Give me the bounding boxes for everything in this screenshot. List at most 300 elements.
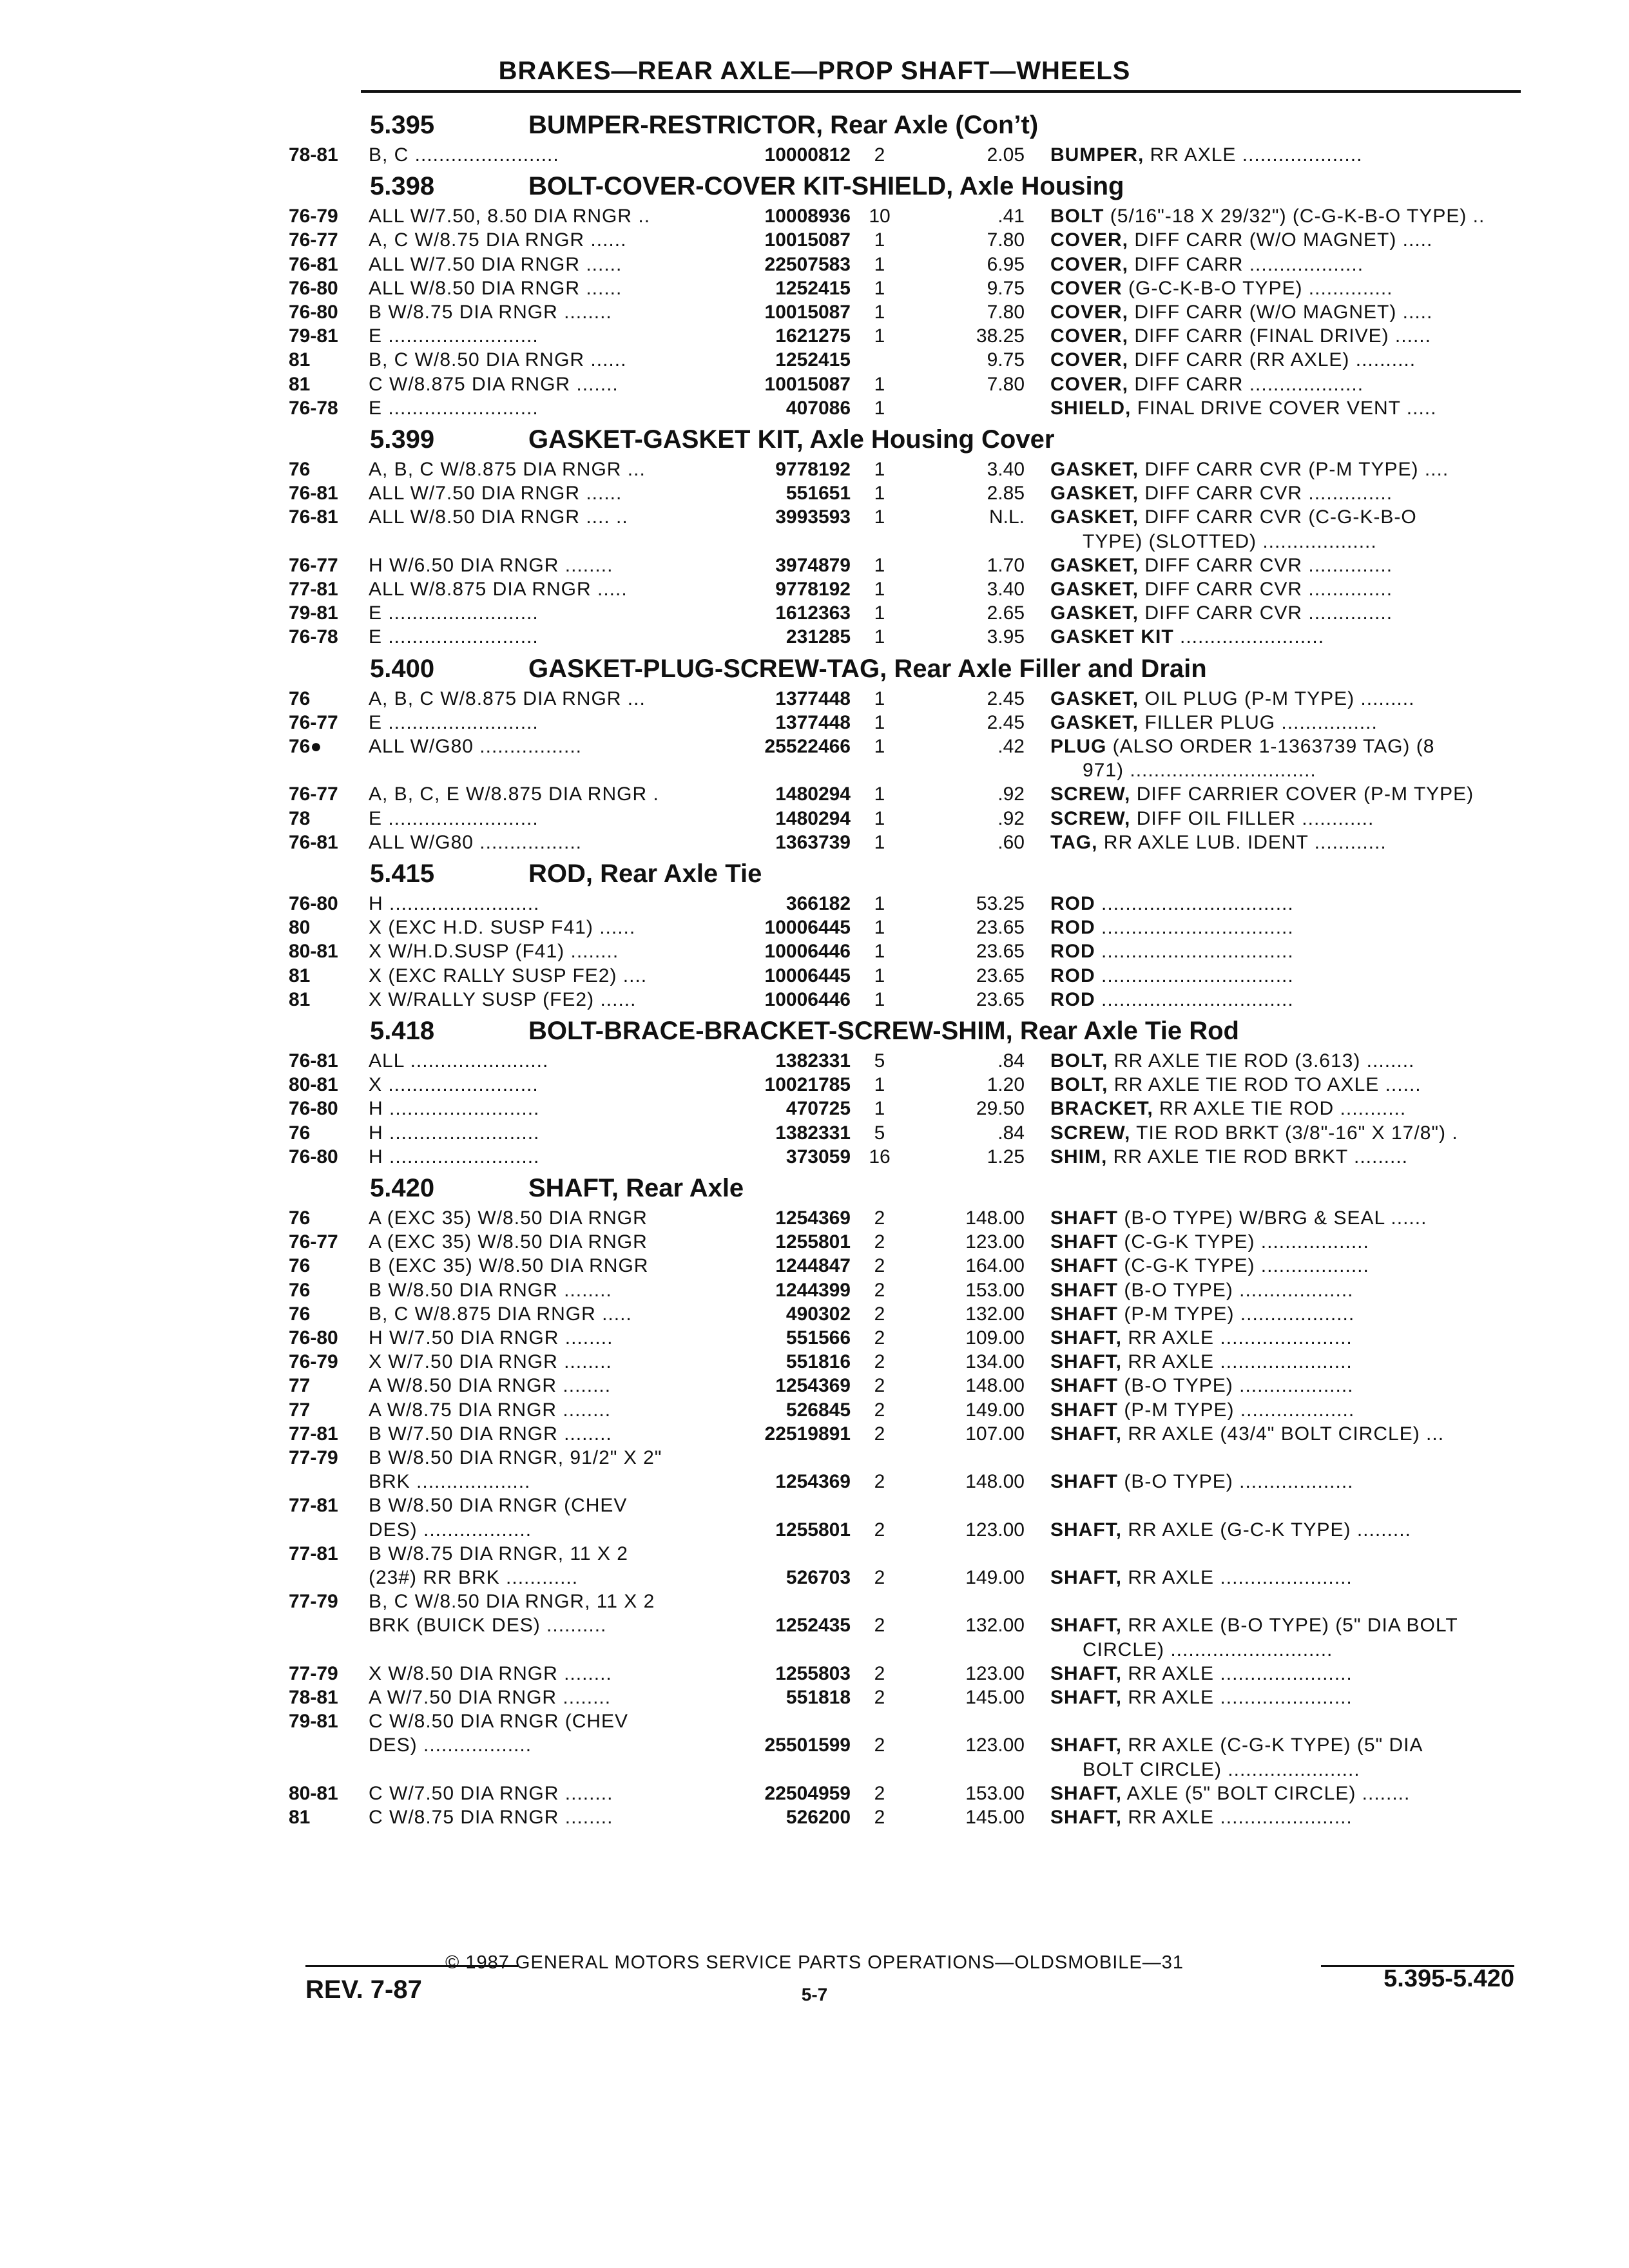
section-title: ROD, Rear Axle Tie [528,860,762,888]
part-description [1050,626,1514,648]
price: 107.00 [965,1423,1025,1445]
part-detail: ................................ [1095,893,1294,914]
application: B W/8.75 DIA RNGR, 11 X 2 [369,1542,628,1564]
model-years: 76-81 [289,1050,338,1072]
part-detail: RR AXLE .................... [1144,144,1363,166]
application: A W/8.75 DIA RNGR ........ [369,1399,612,1421]
part-name: COVER, [1050,373,1129,395]
price: 9.75 [987,277,1025,299]
part-name: GASKET, [1050,579,1139,600]
price: 148.00 [965,1375,1025,1397]
part-number: 1244847 [775,1255,851,1277]
model-years: 76-79 [289,1351,338,1373]
part-name: GASKET, [1050,687,1139,709]
part-number: 1252435 [775,1615,851,1637]
application: B (EXC 35) W/8.50 DIA RNGR [369,1255,649,1277]
model-years: 80-81 [289,1074,338,1096]
part-number: 1254369 [775,1207,851,1229]
part-name: SHIM, [1050,1146,1108,1168]
part-description [1050,1280,1514,1302]
model-years: 76 [289,687,311,709]
continuation-text: TYPE) (SLOTTED) ................... [1083,530,1377,552]
quantity: 2 [874,1567,885,1588]
part-name: GASKET, [1050,602,1139,624]
application: ALL W/8.50 DIA RNGR .... .. [369,506,628,528]
continuation-text: 971) ............................... [1083,760,1316,782]
part-detail: (B-O TYPE) ................... [1118,1375,1354,1397]
price: 109.00 [965,1327,1025,1349]
part-name: SCREW, [1050,783,1131,805]
part-name: ROD [1050,893,1095,914]
price: 9.75 [987,349,1025,371]
model-years: 76-77 [289,783,338,805]
part-detail: DIFF OIL FILLER ............ [1130,807,1374,829]
section-number: 5.399 [370,425,435,454]
price: 123.00 [965,1735,1025,1756]
part-description [1050,1807,1514,1829]
part-name: GASKET, [1050,459,1139,480]
part-number: 526845 [786,1399,851,1421]
part-name: PLUG [1050,736,1107,757]
part-name: COVER, [1050,253,1129,275]
price: 23.65 [976,917,1025,939]
part-number: 1252415 [775,349,851,371]
part-detail: DIFF CARR (W/O MAGNET) ..... [1128,302,1433,323]
model-years: 79-81 [289,325,338,347]
quantity: 2 [874,1687,885,1708]
price: 134.00 [965,1351,1025,1373]
part-name: SHAFT, [1050,1519,1122,1541]
model-years: 79-81 [289,1711,338,1733]
price: 3.40 [987,459,1025,480]
quantity: 1 [874,736,885,757]
application: BRK ................... [369,1471,531,1493]
section-number: 5.398 [370,172,435,201]
part-number: 1382331 [775,1050,851,1072]
part-name: ROD [1050,917,1095,939]
price: .84 [998,1122,1025,1144]
part-number: 526703 [786,1567,851,1588]
revision-label: REV. 7-87 [305,1975,422,2004]
part-name: SHAFT [1050,1375,1118,1397]
part-number: 10021785 [764,1074,851,1096]
application: DES) .................. [369,1735,532,1756]
part-name: SHAFT, [1050,1567,1122,1588]
part-number: 470725 [786,1098,851,1120]
part-description [1050,808,1514,830]
part-number: 22519891 [764,1423,851,1445]
part-detail: DIFF CARR (RR AXLE) .......... [1128,349,1416,371]
model-years: 80-81 [289,1782,338,1804]
price: 149.00 [965,1567,1025,1588]
continuation-text: BOLT CIRCLE) ...................... [1083,1758,1360,1780]
price: 23.65 [976,941,1025,963]
price: 7.80 [987,302,1025,323]
part-detail: DIFF CARR CVR .............. [1139,579,1393,600]
part-name: GASKET, [1050,506,1139,528]
page-title: BRAKES—REAR AXLE—PROP SHAFT—WHEELS [498,57,1131,85]
part-name: GASKET, [1050,711,1139,733]
model-years: 76 [289,459,311,480]
part-detail: DIFF CARR CVR .............. [1139,602,1393,624]
price: 38.25 [976,325,1025,347]
part-number: 25522466 [764,736,851,757]
part-description [1050,941,1514,963]
price: 145.00 [965,1687,1025,1708]
quantity: 1 [874,711,885,733]
model-years: 78-81 [289,1687,338,1708]
quantity: 5 [874,1122,885,1144]
model-years: 76-80 [289,1146,338,1168]
application: X ......................... [369,1074,539,1096]
part-name: SHAFT [1050,1303,1118,1325]
part-number: 9778192 [775,579,851,600]
quantity: 2 [874,1782,885,1804]
application: E ......................... [369,325,539,347]
price: 132.00 [965,1303,1025,1325]
section-number: 5.400 [370,654,435,683]
part-number: 10000812 [764,144,851,166]
part-description [1050,1231,1514,1253]
application: (23#) RR BRK ............ [369,1567,579,1588]
model-years: 81 [289,988,311,1010]
part-description [1050,1207,1514,1229]
model-years: 76-77 [289,711,338,733]
price: 123.00 [965,1519,1025,1541]
part-number: 551651 [786,483,851,505]
quantity: 1 [874,626,885,648]
part-number: 231285 [786,626,851,648]
part-number: 1382331 [775,1122,851,1144]
model-years: 76-81 [289,483,338,505]
quantity: 16 [869,1146,891,1168]
price: 148.00 [965,1207,1025,1229]
application: A, B, C W/8.875 DIA RNGR ... [369,459,646,480]
price: .41 [998,206,1025,227]
application: A, B, C W/8.875 DIA RNGR ... [369,687,646,709]
part-number: 551818 [786,1687,851,1708]
model-years: 77-81 [289,1542,338,1564]
application: C W/7.50 DIA RNGR ........ [369,1782,613,1804]
quantity: 1 [874,325,885,347]
part-description [1050,459,1514,481]
part-description [1050,989,1514,1011]
part-name: COVER, [1050,325,1129,347]
application: A (EXC 35) W/8.50 DIA RNGR [369,1207,648,1229]
model-years: 77 [289,1399,311,1421]
quantity: 1 [874,483,885,505]
part-name: SHIELD, [1050,397,1132,419]
quantity: 1 [874,277,885,299]
part-name: SHAFT, [1050,1615,1122,1637]
section-range: 5.395-5.420 [1383,1965,1514,1992]
quantity: 1 [874,229,885,251]
part-detail: (C-G-K TYPE) .................. [1118,1231,1369,1253]
application: B W/8.75 DIA RNGR ........ [369,302,612,323]
part-number: 10015087 [764,302,851,323]
quantity: 2 [874,1399,885,1421]
part-description [1050,1146,1514,1168]
part-number: 10015087 [764,373,851,395]
continuation-text: CIRCLE) ........................... [1083,1639,1333,1660]
part-description [1050,965,1514,987]
part-number: 1480294 [775,807,851,829]
part-detail: RR AXLE ...................... [1122,1567,1353,1588]
application: A W/8.50 DIA RNGR ........ [369,1375,612,1397]
part-description [1050,1735,1514,1756]
part-description [1050,374,1514,396]
price: 153.00 [965,1279,1025,1301]
part-detail: DIFF CARR (FINAL DRIVE) ...... [1128,325,1431,347]
part-detail: DIFF CARR CVR (P-M TYPE) .... [1139,459,1449,480]
part-number: 551816 [786,1351,851,1373]
application: E ......................... [369,711,539,733]
part-name: SHAFT [1050,1207,1118,1229]
section-number: 5.418 [370,1017,435,1045]
model-years: 81 [289,373,311,395]
price: 29.50 [976,1098,1025,1120]
part-detail: DIFF CARRIER COVER (P-M TYPE) [1130,783,1474,805]
part-name: GASKET, [1050,483,1139,505]
part-number: 1255801 [775,1519,851,1541]
price: 2.05 [987,144,1025,166]
quantity: 1 [874,941,885,963]
part-detail: (B-O TYPE) ................... [1118,1471,1354,1493]
section-title: BOLT-BRACE-BRACKET-SCREW-SHIM, Rear Axle Tie Rod [528,1017,1239,1045]
part-detail: FILLER PLUG ................ [1139,711,1378,733]
quantity: 1 [874,807,885,829]
part-detail: TIE ROD BRKT (3/8"-16" X 17/8") . [1130,1122,1458,1144]
part-name: SHAFT, [1050,1735,1122,1756]
quantity: 1 [874,602,885,624]
model-years: 76-78 [289,626,338,648]
price: 2.65 [987,602,1025,624]
section-title: GASKET-GASKET KIT, Axle Housing Cover [528,425,1055,454]
quantity: 1 [874,1074,885,1096]
price: 148.00 [965,1471,1025,1493]
part-detail: ................................ [1095,988,1294,1010]
part-name: BUMPER, [1050,144,1144,166]
part-detail: RR AXLE TIE ROD (3.613) ........ [1108,1050,1415,1072]
part-number: 1621275 [775,325,851,347]
model-years: 77-81 [289,1495,338,1517]
part-description [1050,1351,1514,1373]
part-description [1050,579,1514,601]
quantity: 2 [874,1519,885,1541]
application: ALL W/G80 ................. [369,736,582,757]
part-name: GASKET, [1050,554,1139,576]
part-name: GASKET KIT [1050,626,1174,648]
model-years: 76 [289,1207,311,1229]
application: DES) .................. [369,1519,532,1541]
price: 123.00 [965,1231,1025,1253]
part-detail: RR AXLE TIE ROD BRKT ......... [1107,1146,1409,1168]
part-name: COVER, [1050,349,1129,371]
price: N.L. [988,506,1025,528]
part-description [1050,506,1514,528]
part-name: COVER, [1050,302,1129,323]
price: .92 [998,807,1025,829]
price: .84 [998,1050,1025,1072]
part-detail: DIFF CARR ................... [1128,373,1364,395]
quantity: 2 [874,1351,885,1373]
part-number: 1254369 [775,1471,851,1493]
price: 123.00 [965,1662,1025,1684]
part-name: BOLT [1050,206,1104,227]
application: B, C W/8.50 DIA RNGR, 11 X 2 [369,1591,655,1613]
model-years: 80 [289,917,311,939]
part-name: SHAFT, [1050,1327,1122,1349]
quantity: 2 [874,1327,885,1349]
part-description [1050,229,1514,251]
part-number: 10006446 [764,988,851,1010]
model-years: 76-79 [289,206,338,227]
part-detail: (P-M TYPE) ................... [1118,1399,1355,1421]
part-number: 490302 [786,1303,851,1325]
application: B W/8.50 DIA RNGR, 91/2" X 2" [369,1447,662,1468]
quantity: 2 [874,1255,885,1277]
part-description [1050,398,1514,419]
part-description [1050,712,1514,734]
model-years: 76-78 [289,397,338,419]
part-name: COVER [1050,277,1123,299]
quantity: 2 [874,1303,885,1325]
part-name: COVER, [1050,229,1129,251]
model-years: 76-80 [289,277,338,299]
price: 3.95 [987,626,1025,648]
quantity: 1 [874,554,885,576]
quantity: 1 [874,783,885,805]
section-title: BUMPER-RESTRICTOR, Rear Axle (Con’t) [528,111,1039,139]
price: .60 [998,831,1025,853]
part-detail: ................................ [1095,941,1294,963]
quantity: 1 [874,965,885,986]
part-detail: RR AXLE ...................... [1122,1807,1353,1828]
part-detail: DIFF CARR CVR .............. [1139,483,1393,505]
part-detail: ................................ [1095,917,1294,939]
application: H ......................... [369,1146,540,1168]
part-description [1050,1567,1514,1589]
application: ALL W/8.875 DIA RNGR ..... [369,579,628,600]
model-years: 81 [289,965,311,986]
application: A (EXC 35) W/8.50 DIA RNGR [369,1231,648,1253]
part-name: SHAFT [1050,1399,1118,1421]
quantity: 1 [874,579,885,600]
model-years: 76-80 [289,302,338,323]
part-name: SHAFT, [1050,1351,1122,1373]
part-number: 22507583 [764,253,851,275]
part-name: ROD [1050,965,1095,986]
part-description [1050,1687,1514,1709]
quantity: 1 [874,373,885,395]
part-description [1050,555,1514,577]
quantity: 1 [874,1098,885,1120]
part-name: SCREW, [1050,1122,1131,1144]
part-number: 10006445 [764,965,851,986]
footer-copyright: © 1987 GENERAL MOTORS SERVICE PARTS OPERATIONS—OLDSMOBILE—31 [445,1952,1184,1973]
application: E ......................... [369,626,539,648]
model-years: 78 [289,807,311,829]
part-description [1050,783,1514,805]
application: B, C ........................ [369,144,559,166]
price: 1.25 [987,1146,1025,1168]
part-number: 10006446 [764,941,851,963]
price: 2.45 [987,711,1025,733]
section-number: 5.415 [370,860,435,888]
model-years: 77-79 [289,1662,338,1684]
part-number: 1363739 [775,831,851,853]
application: X W/H.D.SUSP (F41) ........ [369,941,619,963]
price: 23.65 [976,988,1025,1010]
part-number: 373059 [786,1146,851,1168]
model-years: 79-81 [289,602,338,624]
price: 7.80 [987,229,1025,251]
part-description [1050,483,1514,505]
part-detail: RR AXLE TIE ROD ........... [1153,1098,1407,1120]
model-years: 76 [289,1122,311,1144]
part-name: SHAFT [1050,1279,1118,1301]
part-name: SHAFT, [1050,1782,1122,1804]
part-description [1050,1050,1514,1072]
part-number: 3993593 [775,506,851,528]
part-name: TAG, [1050,831,1098,853]
page-number: 5-7 [801,1984,828,2004]
model-years: 77-81 [289,579,338,600]
application: X W/RALLY SUSP (FE2) ...... [369,988,637,1010]
price: 2.45 [987,687,1025,709]
application: X W/7.50 DIA RNGR ........ [369,1351,612,1373]
application: A, C W/8.75 DIA RNGR ...... [369,229,627,251]
part-description [1050,206,1514,227]
section-title: SHAFT, Rear Axle [528,1174,744,1202]
part-detail: DIFF CARR CVR .............. [1139,554,1393,576]
application: ALL W/7.50 DIA RNGR ...... [369,483,622,505]
part-name: BRACKET, [1050,1098,1153,1120]
price: .92 [998,783,1025,805]
section-number: 5.420 [370,1174,435,1202]
part-number: 1377448 [775,711,851,733]
part-name: SHAFT, [1050,1807,1122,1828]
part-detail: RR AXLE ...................... [1122,1687,1353,1708]
application: A, B, C, E W/8.875 DIA RNGR . [369,783,659,805]
part-number: 1255801 [775,1231,851,1253]
quantity: 5 [874,1050,885,1072]
application: B, C W/8.875 DIA RNGR ..... [369,1303,632,1325]
application: C W/8.50 DIA RNGR (CHEV [369,1711,629,1733]
application: E ......................... [369,807,539,829]
price: .42 [998,736,1025,757]
part-detail: OIL PLUG (P-M TYPE) ......... [1139,687,1415,709]
part-number: 1480294 [775,783,851,805]
part-detail: (ALSO ORDER 1-1363739 TAG) (8 [1106,736,1435,757]
price: 6.95 [987,253,1025,275]
part-description [1050,1399,1514,1421]
price: 164.00 [965,1255,1025,1277]
application: B W/8.50 DIA RNGR ........ [369,1279,612,1301]
price: 145.00 [965,1807,1025,1828]
quantity: 2 [874,1807,885,1828]
part-name: SHAFT [1050,1471,1118,1493]
part-number: 10006445 [764,917,851,939]
section-number: 5.395 [370,111,435,139]
part-description [1050,349,1514,371]
part-number: 551566 [786,1327,851,1349]
part-description [1050,325,1514,347]
quantity: 1 [874,831,885,853]
part-name: SHAFT [1050,1255,1118,1277]
part-number: 10015087 [764,229,851,251]
part-detail: RR AXLE (B-O TYPE) (5" DIA BOLT [1122,1615,1458,1637]
